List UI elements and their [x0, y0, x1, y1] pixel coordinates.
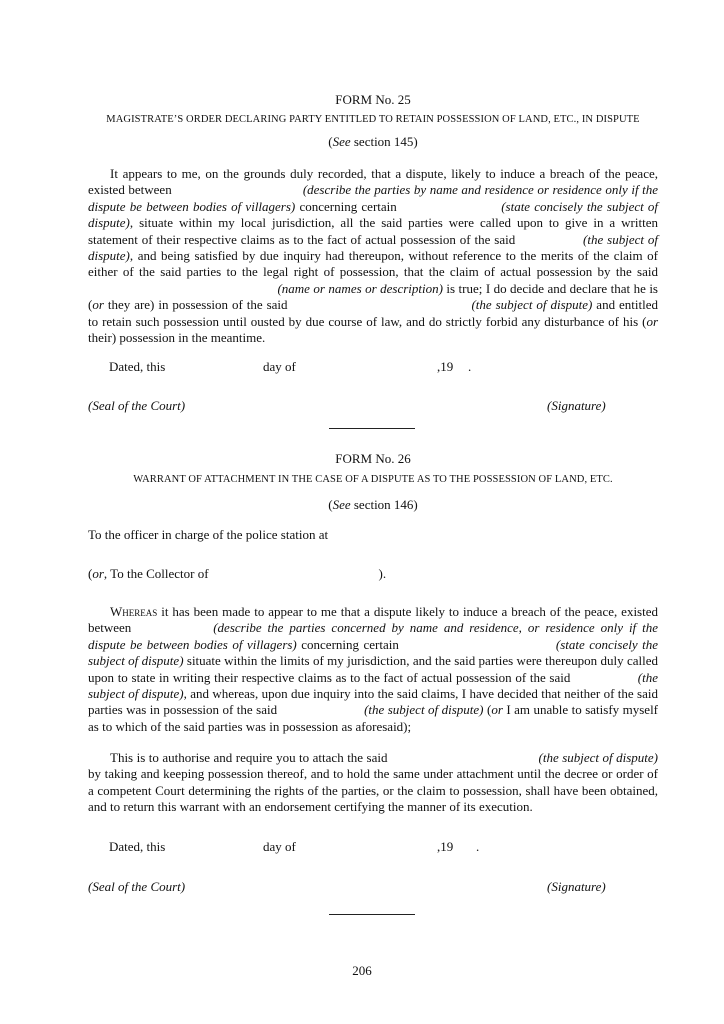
form-26-seal	[88, 879, 185, 895]
body-text: , situate within my local jurisdiction, all the said parties were called upon to give in a written statement of their respective claims as to the fact of actual possession of the said	[88, 215, 658, 247]
body-text: by taking and keeping possession thereof, and to hold the same under attachment until the decree or order of a competent Court determining the rights of the parties, or the claim to possession, shall have been obtained, and to return this warrant with an endorsement certifying the manner of its execution.	[88, 766, 658, 815]
body-italic: (the subject of dispute)	[471, 297, 593, 313]
form-25-dot: .	[468, 359, 472, 374]
signature-text: (Signature)	[547, 398, 606, 413]
see-label: See	[332, 134, 351, 149]
section-label: section 145)	[350, 134, 418, 149]
body-italic: (the subject of dispute)	[538, 750, 659, 765]
body-italic: (describe the parties concerned by name and residence, or residence only if the dispute be between bodies of villagers)	[88, 620, 658, 652]
section-divider	[329, 428, 415, 429]
collector-text: , To the Collector of	[103, 566, 209, 581]
form-26-signature	[547, 879, 606, 895]
body-text: It appears to me, on the grounds duly recorded, that a dispute, likely to induce a breach of the peace, existed between	[88, 166, 658, 198]
form-26-section-ref: (See section 146)	[328, 497, 418, 512]
signature-text: (Signature)	[547, 879, 606, 894]
body-italic: (state concisely the subject of dispute)	[88, 198, 659, 231]
form-26-heading: WARRANT OF ATTACHMENT IN THE CASE OF A DISPUTE AS TO THE POSSESSION OF LAND, ETC.	[133, 474, 613, 485]
body-italic: or	[491, 702, 503, 718]
body-text: , and being satisfied by due inquiry had thereupon, without reference to the merits of the claim of either of the said parties to the legal right of possession, that the claim of actual possession by the said	[88, 248, 658, 280]
form-26-dayof-label: day of	[263, 839, 296, 854]
form-26-body-1	[88, 604, 658, 735]
form-25-body	[88, 166, 658, 346]
body-italic: (name or names or description)	[277, 280, 443, 296]
body-text: situate within the limits of my jurisdiction, and the said parties were thereupon duly called upon to state in writing their respective claims as to the fact of actual possession of the said	[88, 653, 658, 685]
form-25-signature	[547, 398, 606, 414]
body-italic: (the subject of dispute)	[88, 669, 658, 702]
form-26-dated-label: Dated, this	[109, 839, 166, 854]
body-text: their) possession in the meantime.	[88, 330, 266, 346]
form-26-body-2	[88, 750, 658, 816]
section-label: section 146)	[350, 497, 418, 512]
form-25-title: FORM No. 25	[335, 92, 411, 107]
or-italic: or	[92, 566, 104, 581]
body-text: they are) in possession of the said	[103, 297, 288, 313]
section-divider	[329, 914, 415, 915]
form-26-year-label: ,19	[437, 839, 454, 854]
body-text: concerning certain	[296, 636, 399, 652]
form-25-dated-label: Dated, this	[109, 359, 166, 374]
body-text: I am unable to satisfy myself as to which of the said parties was in possession as aforesaid);	[88, 702, 659, 734]
form-26-to-officer: To the officer in charge of the police station at	[88, 527, 329, 542]
body-text: This is to authorise and require you to attach the said	[110, 750, 388, 765]
body-italic: (describe the parties by name and residence or residence only if the dispute be between bodies of villagers)	[88, 182, 658, 214]
form-26-or-collector: (or, To the Collector of ).	[88, 566, 387, 581]
form-25-heading: MAGISTRATE’S ORDER DECLARING PARTY ENTITLED TO RETAIN POSSESSION OF LAND, ETC., IN DISPUTE	[106, 114, 640, 125]
body-text: is true; I do decide and declare that he is (	[88, 280, 658, 313]
form-25-section-ref: (See section 145)	[328, 134, 418, 149]
page-number: 206	[352, 963, 372, 978]
close-paren: ).	[378, 566, 387, 581]
form-25-year-label: ,19	[437, 359, 454, 374]
body-italic: or	[92, 297, 104, 313]
body-text: (	[483, 702, 492, 718]
form-25-seal	[88, 398, 185, 414]
body-italic: (state concisely the subject of dispute)	[88, 636, 658, 669]
body-italic: (the subject of dispute)	[364, 702, 484, 718]
form-26-title: FORM No. 26	[335, 451, 411, 466]
body-text: it has been made to appear to me that a dispute likely to induce a breach of the peace, existed between	[88, 604, 658, 636]
form-25-dayof-label: day of	[263, 359, 296, 374]
see-label: See	[332, 497, 351, 512]
body-italic: (the subject of dispute)	[88, 231, 658, 264]
body-text: and entitled to retain such possession until ousted by due course of law, and do strictly forbid any disturbance of his (	[88, 297, 659, 329]
body-text: , and whereas, upon due inquiry into the said claims, I have decided that neither of the said parties was in possession of the said	[88, 686, 658, 718]
body-italic: or	[646, 313, 658, 329]
body-text: concerning certain	[295, 198, 397, 214]
seal-text: (Seal of the Court)	[88, 879, 186, 894]
form-26-dot: .	[476, 839, 480, 854]
whereas-text: Whereas	[110, 604, 158, 619]
seal-text: (Seal of the Court)	[88, 398, 186, 413]
